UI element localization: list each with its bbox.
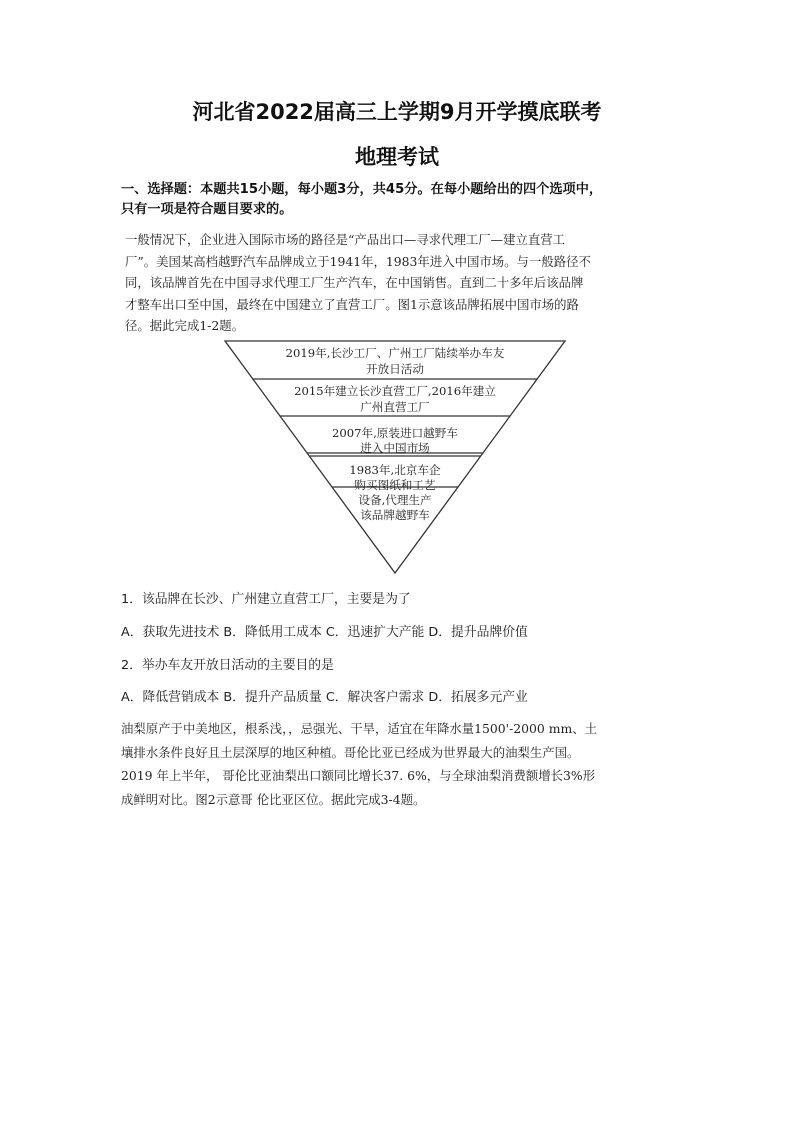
market-path-pyramid-diagram bbox=[220, 337, 570, 577]
section-heading-line: 只有一项是符合题目要求的。 bbox=[121, 202, 293, 217]
passage-line: 油梨原产于中美地区，根系浅，，忌强光、干旱，适宜在年降水量1500'-2000 mm、土 bbox=[121, 721, 598, 736]
level-4-text: 购买图纸和工艺 bbox=[354, 478, 436, 492]
level-4-text: 该品牌越野车 bbox=[360, 508, 430, 522]
section-heading-line: 一、选择题：本题共15小题，每小题3分，共45分。在每小题给出的四个选项中， bbox=[121, 182, 603, 197]
level-3-text: 进入中国市场 bbox=[360, 441, 430, 455]
section-heading bbox=[121, 180, 681, 220]
passage-line: 才整车出口至中国，最终在中国建立了直营工厂。图1示意该品牌拓展中国市场的路 bbox=[125, 296, 579, 312]
passage-line: 同，该品牌首先在中国寻求代理工厂生产汽车，在中国销售。直到二十多年后该品牌 bbox=[125, 275, 584, 290]
passage-line: 径。据此完成1-2题。 bbox=[125, 318, 245, 333]
level-4-text: 设备,代理生产 bbox=[358, 493, 432, 507]
passage-line: 壤排水条件良好且土层深厚的地区种植。哥伦比亚已经成为世界最大的油梨生产国。 bbox=[121, 744, 580, 760]
passage-line: 成鲜明对比。图2示意哥 伦比亚区位。据此完成3-4题。 bbox=[121, 791, 426, 807]
question-1-options: A．获取先进技术 B．降低用工成本 C．迅速扩大产能 D．提升品牌价值 bbox=[121, 625, 528, 640]
exam-title: 河北省2022届高三上学期9月开学摸底联考 bbox=[192, 100, 602, 124]
level-3-text: 2007年,原装进口越野车 bbox=[332, 426, 458, 440]
passage-line: 一般情况下，企业进入国际市场的路径是“产品出口—寻求代理工厂—建立直营工 bbox=[125, 232, 566, 247]
passage-2 bbox=[121, 717, 681, 811]
passage-line: 厂”。美国某高档越野汽车品牌成立于1941年，1983年进入中国市场。与一般路径不 bbox=[125, 253, 591, 269]
passage-line: 2019 年上半年， 哥伦比亚油梨出口额同比增长37. 6%，与全球油梨消费额增长3%形 bbox=[121, 768, 596, 783]
question-2-options: A．降低营销成本 B．提升产品质量 C．解决客户需求 D．拓展多元产业 bbox=[121, 690, 528, 705]
level-1-text: 开放日活动 bbox=[366, 362, 424, 376]
exam-subtitle: 地理考试 bbox=[355, 145, 439, 169]
question-2-stem: 2．举办车友开放日活动的主要目的是 bbox=[121, 658, 334, 673]
level-2-text: 广州直营工厂 bbox=[360, 400, 430, 414]
level-4-text: 1983年,北京车企 bbox=[349, 463, 441, 477]
level-1-text: 2019年,长沙工厂、广州工厂陆续举办车友 bbox=[285, 346, 505, 360]
question-1-stem: 1．该品牌在长沙、广州建立直营工厂，主要是为了 bbox=[121, 592, 411, 607]
passage-1 bbox=[121, 229, 681, 337]
level-2-text: 2015年建立长沙直营工厂,2016年建立 bbox=[294, 384, 496, 398]
